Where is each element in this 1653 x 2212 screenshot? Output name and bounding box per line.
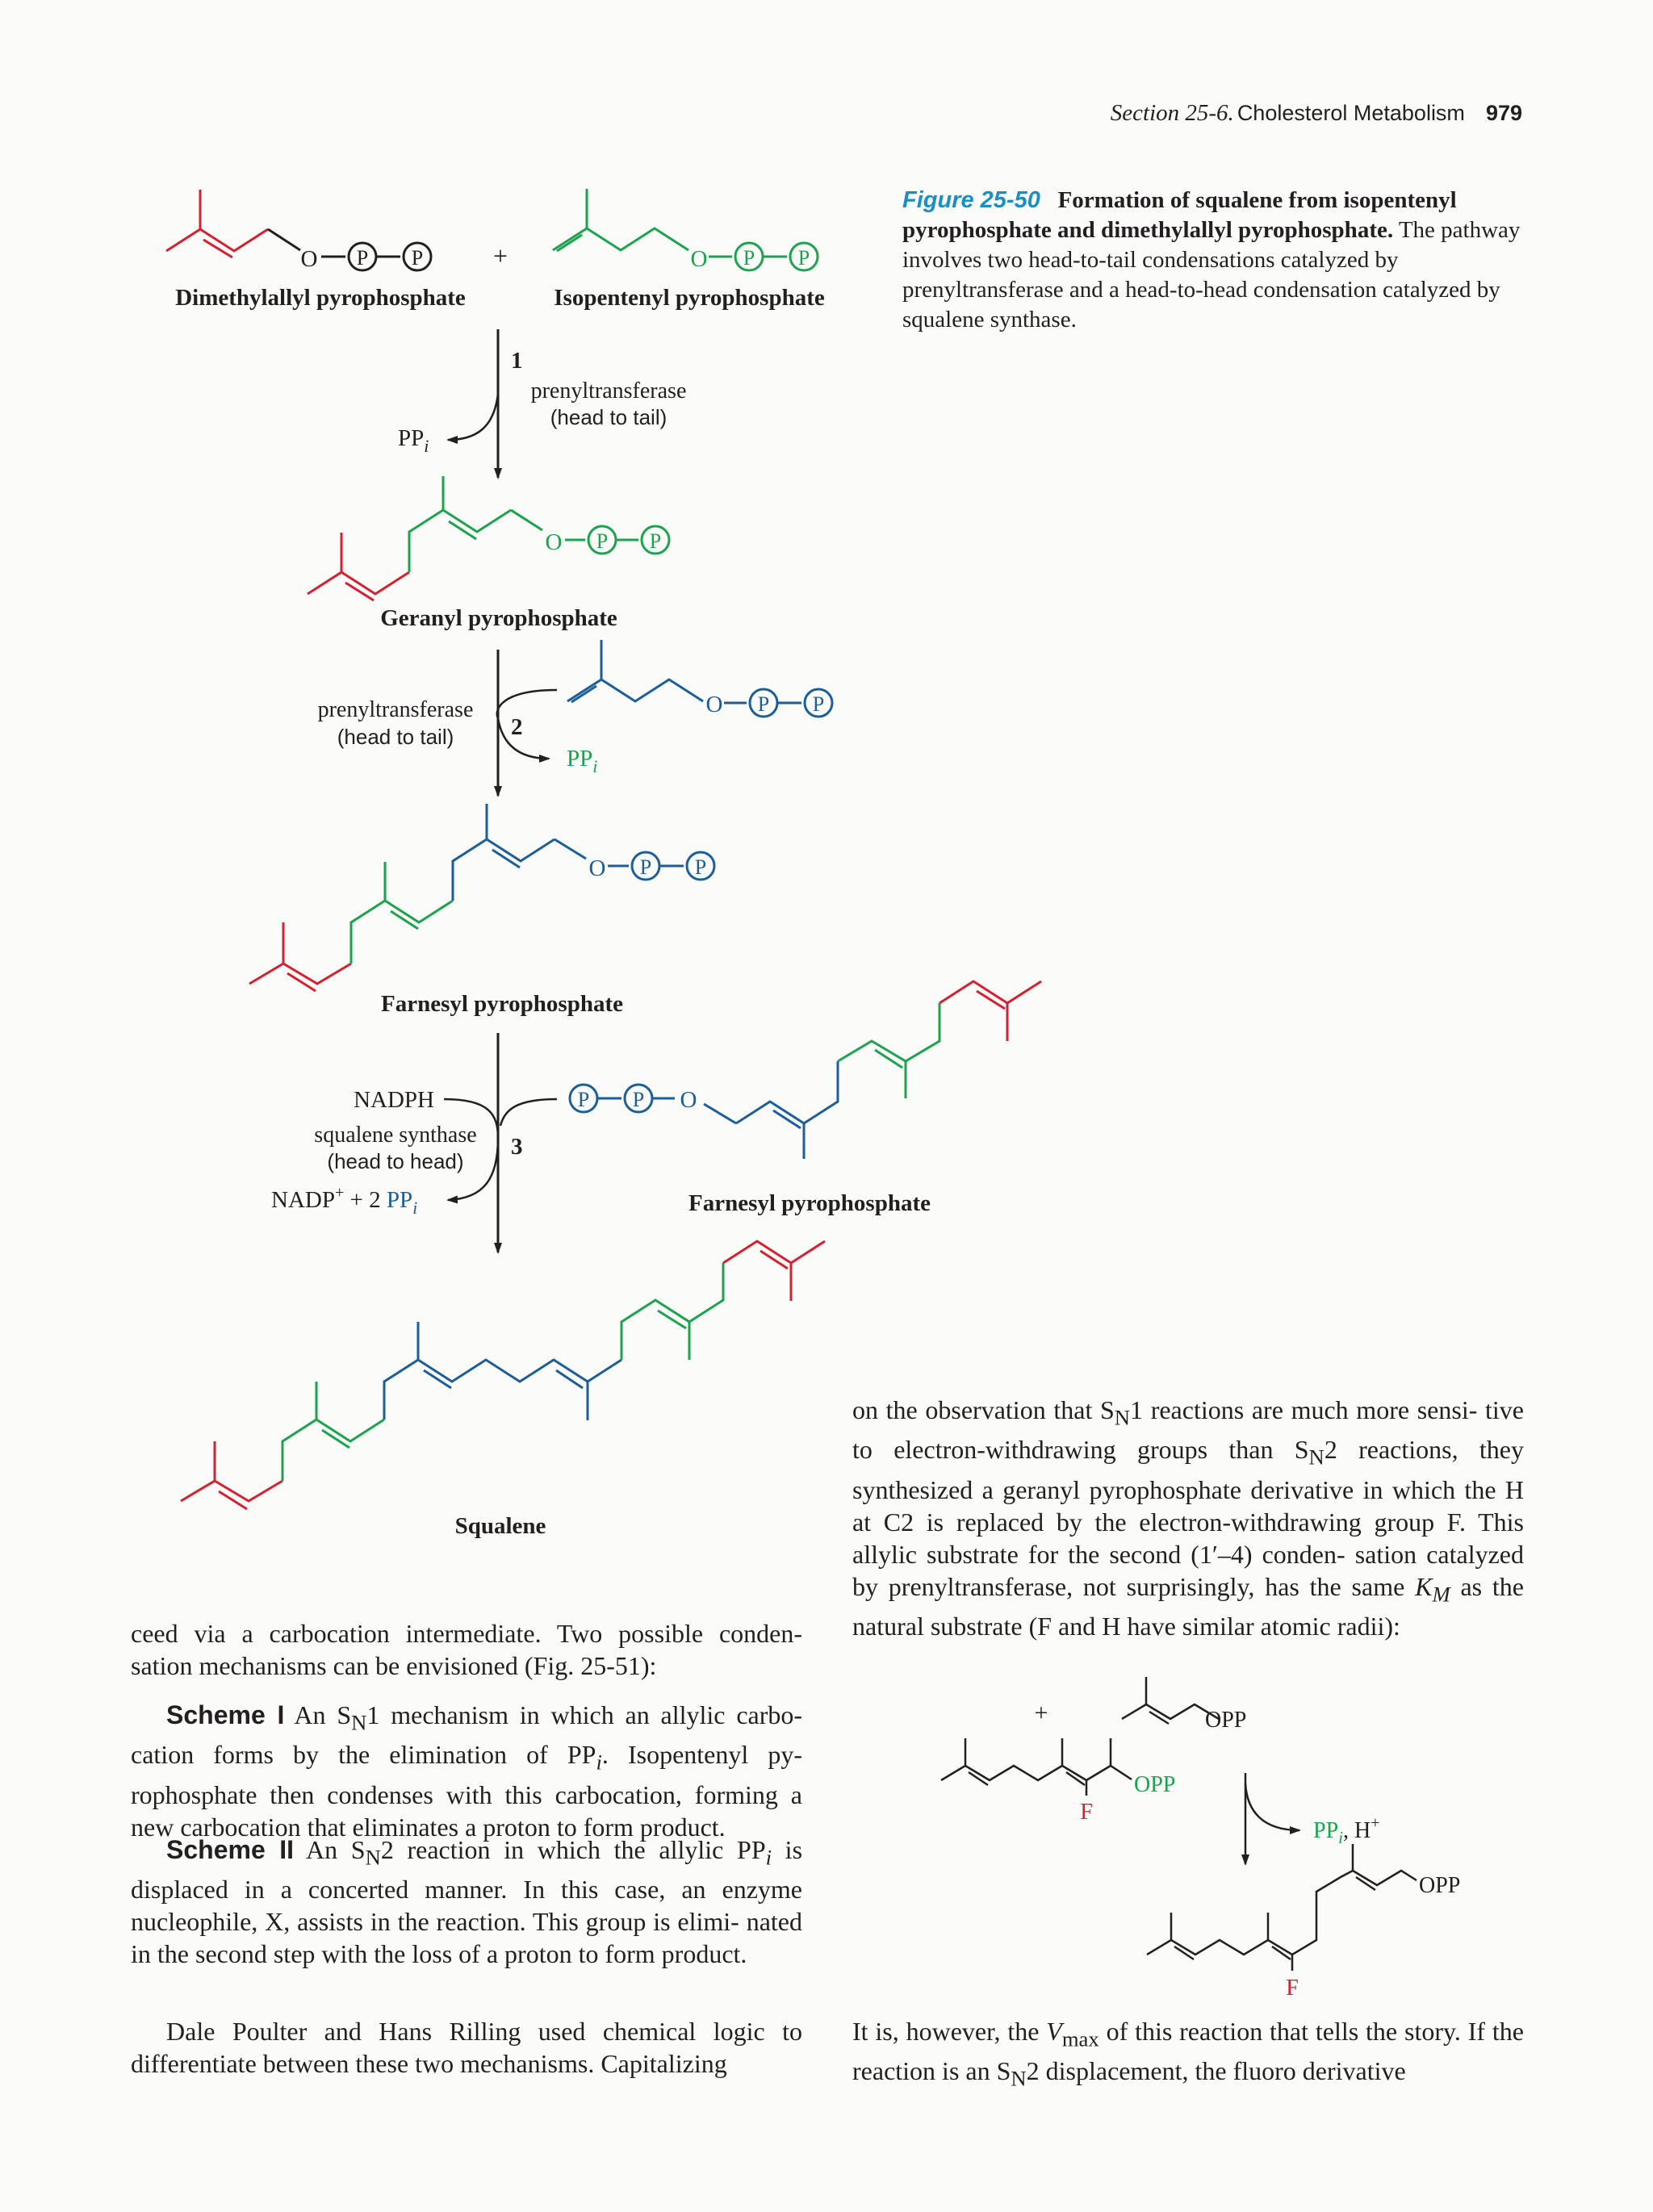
step3-mode: (head to head): [327, 1149, 464, 1173]
scheme-2-sub: N: [365, 1845, 381, 1870]
scheme-1-label: Scheme I: [166, 1700, 285, 1729]
figure-label: Figure 25-50: [902, 187, 1040, 213]
gpp-p1: P: [596, 529, 609, 553]
scheme-2-i: i: [765, 1845, 772, 1870]
dmapp-p2: P: [411, 246, 424, 270]
dmapp-structure: [166, 190, 431, 270]
right2-v: V: [1046, 2017, 1062, 2046]
left-paragraph-1: ceed via a carbocation intermediate. Two possible conden- sation mechanisms can be envisioned (Fig. 25-51):: [131, 1619, 802, 1680]
rxn2-products: $PP_i$, H+: [1313, 1814, 1380, 1847]
right1-sub1: N: [1114, 1405, 1131, 1430]
rxn2-f1: F: [1080, 1800, 1093, 1825]
dmapp-label: Dimethylallyl pyrophosphate: [175, 285, 466, 311]
step2-ppi: $PP_i$: [567, 746, 598, 776]
right2-c: 2 displacement, the fluoro derivative: [1026, 2056, 1406, 2086]
fluoro-fpp-structure: [1147, 1844, 1417, 1971]
gpp-o: O: [545, 529, 563, 555]
left-paragraph-3: Dale Poulter and Hans Rilling used chemical logic to differentiate between these two mechanisms. Capitalizing: [131, 2017, 802, 2078]
caption-text: The pathway involves two head-to-tail condensations catalyzed by prenyltransferase and a head-to-head condensation catalyzed by squalene synthase.: [902, 217, 1521, 332]
rxn2-opp1: OPP: [1205, 1708, 1247, 1733]
right2-b: of this reaction that tells the story. If the reaction is an S: [852, 2017, 1525, 2086]
rxn2-opp3: OPP: [1419, 1873, 1461, 1898]
step3-number: 3: [511, 1134, 523, 1160]
scheme-2-label: Scheme II: [166, 1835, 295, 1864]
fpp2-o: O: [680, 1087, 697, 1113]
rxn2-branch-arrow: [1245, 1783, 1299, 1830]
dmapp-small-structure: [1122, 1677, 1219, 1724]
right1-a: on the observation that S: [852, 1395, 1115, 1424]
fpp2-p1: P: [577, 1088, 590, 1111]
scheme-1-paragraph: [131, 1699, 802, 1843]
right1-sub2: N: [1308, 1445, 1324, 1470]
step2-ipp-arrow: [497, 690, 557, 759]
ipp-step2-structure: [567, 640, 832, 717]
fpp-p2: P: [694, 855, 707, 879]
fpp2-p2: P: [632, 1088, 645, 1111]
right1-m: M: [1432, 1582, 1450, 1607]
scheme-1-text-b: 1 mechanism in which an allylic carbo- cation forms by the elimination of PP: [131, 1700, 803, 1770]
nadph-label: NADPH: [354, 1087, 434, 1113]
right1-k: K: [1415, 1571, 1433, 1601]
fpp-structure: [249, 804, 714, 991]
step2-enzyme: prenyltransferase: [317, 697, 474, 722]
ipp2-p2: P: [812, 692, 825, 716]
step1-ppi: $PP_i$: [398, 425, 429, 456]
scheme-1-text-a: An S: [294, 1700, 352, 1729]
rxn2-opp2: OPP: [1134, 1772, 1176, 1797]
header-title: Cholesterol Metabolism: [1237, 101, 1465, 125]
gpp-structure: [308, 476, 669, 600]
ipp-structure: [553, 189, 818, 270]
fpp2-structure: [570, 981, 1041, 1159]
fpp-o: O: [588, 855, 606, 881]
scheme-2-text-b: 2 reaction in which the allylic PP: [380, 1835, 766, 1864]
plus-sign-1: +: [492, 241, 508, 270]
step2-mode: (head to tail): [337, 725, 454, 749]
scheme-1-i: i: [596, 1750, 602, 1775]
step3-fpp-arrow: [500, 1099, 557, 1126]
ipp2-p1: P: [757, 692, 770, 716]
rxn2-f2: F: [1286, 1976, 1299, 2001]
scheme-2-text-c: is displaced in a concerted manner. In this case, an enzyme nucleophile, X, assists in the reaction. This group is elimi- nated in the second step with the loss of a proton to form product.: [131, 1835, 803, 1969]
right2-a: It is, however, the: [852, 2017, 1047, 2046]
nadp-products: NADP+ + 2 $PP_i$: [271, 1184, 418, 1218]
page-number: 979: [1485, 101, 1522, 125]
caption-title: Formation of squalene from isopentenyl pyrophosphate and dimethylallyl pyrophosphate.: [902, 187, 1457, 243]
squalene-label: Squalene: [454, 1513, 546, 1539]
fpp-p1: P: [639, 855, 652, 879]
right1-c: 2 reactions, they synthesized a geranyl pyrophosphate derivative in which the H at C2 is replaced by the electron-withdrawing group F. This allylic substrate for the second (1′–4) conden- sation catalyzed by prenyltransferase, not surprisingly, has the same: [852, 1435, 1525, 1601]
ipp2-o: O: [705, 692, 723, 717]
scheme-2-paragraph: [131, 1834, 802, 1970]
fpp2-label: Farnesyl pyrophosphate: [688, 1190, 931, 1216]
header-section: Section 25-6.: [1110, 100, 1234, 126]
right2-sub: N: [1011, 2066, 1027, 2091]
dmapp-p1: P: [356, 246, 369, 270]
step3-enzyme: squalene synthase: [314, 1123, 477, 1148]
fluoro-gpp-structure: [941, 1738, 1132, 1796]
right2-max: max: [1061, 2026, 1099, 2051]
squalene-structure: [181, 1241, 825, 1509]
ipp-label: Isopentenyl pyrophosphate: [554, 285, 825, 311]
right-paragraph-2: [852, 2015, 1524, 2095]
scheme-1-sub: N: [351, 1710, 367, 1735]
rxn2-plus: +: [1034, 1700, 1048, 1726]
scheme-1-text-c: . Isopentenyl py- rophosphate then condenses with this carbocation, forming a new carbocation that eliminates a proton to form product.: [131, 1740, 803, 1842]
gpp-label: Geranyl pyrophosphate: [380, 605, 617, 631]
ipp-p2: P: [797, 246, 810, 270]
ipp-o: O: [690, 246, 708, 272]
ipp-p1: P: [743, 246, 755, 270]
step1-mode: (head to tail): [550, 405, 667, 429]
step2-number: 2: [511, 714, 523, 740]
right1-b: 1 reactions are much more sensi- tive to electron-withdrawing groups than S: [852, 1395, 1525, 1465]
right-paragraph-1: [852, 1394, 1524, 1642]
step1-enzyme: prenyltransferase: [530, 378, 687, 404]
step1-ppi-arrow: [448, 394, 498, 440]
scheme-2-text-a: An S: [305, 1835, 366, 1864]
gpp-p2: P: [649, 529, 662, 553]
fpp-label: Farnesyl pyrophosphate: [381, 991, 623, 1017]
dmapp-o: O: [300, 246, 318, 272]
step1-number: 1: [511, 348, 523, 374]
right1-d: as the natural substrate (F and H have similar atomic radii):: [852, 1571, 1525, 1641]
